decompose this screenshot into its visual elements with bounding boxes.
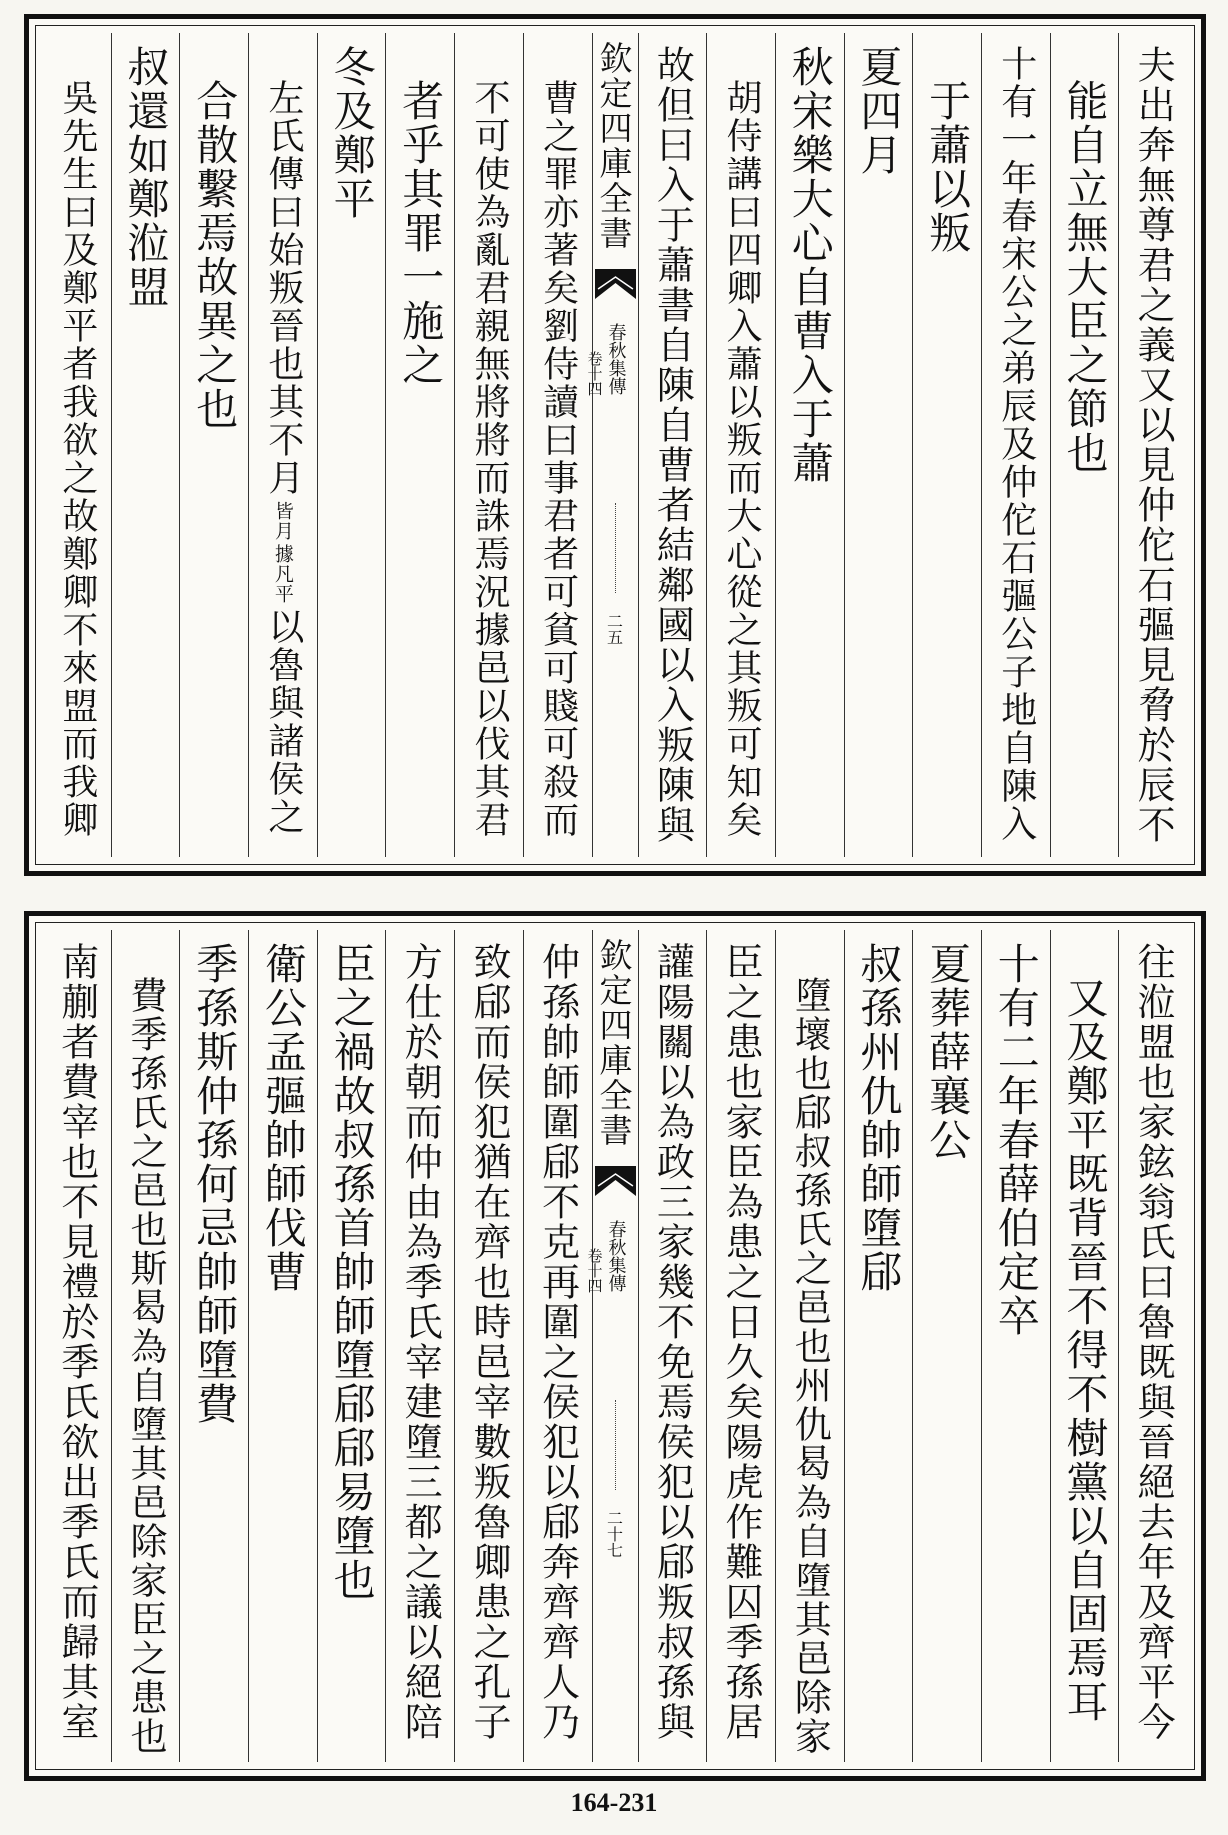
column-text [854, 942, 904, 1294]
text-column [844, 33, 913, 857]
column-text [1060, 79, 1110, 475]
dotted-rule [615, 503, 616, 593]
text-column [844, 930, 913, 1762]
text-column [454, 33, 523, 857]
column-main-text: 仲孫帥師圍郈不克再圍之侯犯以郈奔齊齊人乃 [535, 942, 580, 1742]
text-column [317, 930, 386, 1762]
column-main-text: 費季孫氏之邑也斯曷為自墮其邑除家臣之患也 [124, 976, 168, 1756]
annotation-left: 皆月 [271, 501, 294, 541]
column-text [396, 79, 446, 387]
book-title: 春秋集傳 [605, 323, 627, 395]
text-column [454, 930, 523, 1762]
volume-number: 卷十四 [585, 351, 604, 396]
folio-number: 164-231 [570, 1788, 658, 1817]
column-main-text: 讙陽關以為政三家幾不免焉侯犯以郈叛叔孫與 [650, 942, 695, 1742]
text-column [43, 930, 111, 1762]
column-main-text: 方仕於朝而仲由為季氏宰建墮三都之議以絕陪 [398, 942, 443, 1742]
column-main-text: 墮壞也郈叔孫氏之邑也州仇曷為自墮其邑除家 [788, 976, 832, 1756]
column-main-text: 夏葬薛襄公 [923, 942, 973, 1162]
column-text [650, 942, 695, 1742]
upper-page-frame [24, 14, 1206, 876]
column-main-text: 又及鄭平既背晉不得不樹黨以自固焉耳 [1060, 976, 1110, 1724]
column-text [854, 45, 904, 177]
column-text [190, 942, 240, 1426]
column-text [923, 942, 973, 1162]
column-text [788, 976, 832, 1756]
column-main-text: 叔還如鄭涖盟 [121, 45, 171, 309]
column-main-text: 致郈而侯犯猶在齊也時邑宰數叛魯卿患之孔子 [466, 942, 511, 1742]
fishtail-mark-icon [595, 1166, 636, 1196]
text-column [1118, 930, 1187, 1762]
text-column [706, 33, 775, 857]
text-column [1050, 930, 1119, 1762]
column-main-text: 胡侍講曰四卿入蕭以叛而大心從之其叛可知矣 [721, 79, 763, 839]
fishtail-mark-icon [595, 269, 636, 299]
column-text [1131, 942, 1176, 1742]
text-column [317, 33, 386, 857]
column-text [468, 79, 510, 839]
lower-page-columns [43, 930, 1187, 1762]
column-main-text: 十有一年春宋公之弟辰及仲佗石彄公子地自陳入 [995, 45, 1037, 843]
text-column [1118, 33, 1187, 857]
column-main-text: 南蒯者費宰也不見禮於季氏欲出季氏而歸其室 [54, 942, 99, 1742]
text-column [248, 33, 317, 857]
column-main-text: 季孫斯仲孫何忌帥師墮費 [190, 942, 240, 1426]
text-column [111, 930, 180, 1762]
column-main-text: 吳先生曰及鄭平者我欲之故鄭卿不來盟而我卿 [56, 79, 98, 839]
column-text [56, 79, 98, 839]
column-text [262, 79, 304, 836]
column-text [995, 45, 1037, 843]
text-column [179, 33, 248, 857]
column-main-text: 臣之患也家臣為患之日久矣陽虎作難囚季孫居 [719, 942, 764, 1742]
column-main-text: 能自立無大臣之節也 [1060, 79, 1110, 475]
column-main-text: 十有二年春薛伯定卒 [991, 942, 1041, 1338]
column-text [535, 942, 580, 1742]
column-text [719, 942, 764, 1742]
column-text [258, 942, 308, 1294]
text-column [981, 33, 1050, 857]
text-column [523, 930, 592, 1762]
column-main-text: 叔孫州仇帥師墮郈 [854, 942, 904, 1294]
text-column [706, 930, 775, 1762]
column-text [991, 942, 1041, 1338]
upper-page-columns [43, 33, 1187, 857]
volume-number: 卷十四 [585, 1248, 604, 1293]
column-main-text: 往涖盟也家鉉翁氏曰魯既與晉絕去年及齊平今 [1131, 942, 1176, 1742]
book-title: 春秋集傳 [605, 1220, 627, 1292]
column-main-text: 夫出奔無尊君之義又以見仲佗石彄見脅於辰不 [1131, 45, 1176, 845]
column-text [537, 79, 579, 839]
text-column [981, 930, 1050, 1762]
column-text [721, 79, 763, 839]
column-main-text: 合散繫焉故異之也 [190, 79, 240, 431]
column-text [923, 79, 973, 255]
column-main-text: 曹之罪亦著矣劉侍讀曰事君者可貧可賤可殺而 [537, 79, 579, 839]
text-column [638, 930, 707, 1762]
column-text [327, 942, 377, 1602]
text-column [248, 930, 317, 1762]
edition-title: 欽定四庫全書 [594, 938, 634, 1148]
column-text [785, 45, 835, 485]
column-text [1131, 45, 1176, 845]
text-column [1050, 33, 1119, 857]
column-main-text: 不可使為亂君親無將將而誅焉況據邑以伐其君 [468, 79, 510, 839]
column-main-text: 左氏傳曰始叛晉也其不月 [262, 79, 304, 497]
column-main-text: 于蕭以叛 [923, 79, 973, 255]
column-main-text: 秋宋樂大心自曹入于蕭 [785, 45, 835, 485]
text-column [523, 33, 592, 857]
text-column [912, 33, 981, 857]
column-main-text: 冬及鄭平 [327, 45, 377, 221]
text-column [179, 930, 248, 1762]
dotted-rule [615, 1400, 616, 1490]
column-continuation-text: 以魯與諸侯之 [262, 608, 304, 836]
column-main-text: 臣之禍故叔孫首帥師墮郈郈易墮也 [327, 942, 377, 1602]
column-text [327, 45, 377, 221]
leaf-page-number: 二五 [604, 613, 624, 645]
edition-title: 欽定四庫全書 [594, 41, 634, 251]
column-main-text: 夏四月 [854, 45, 904, 177]
column-main-text: 者乎其罪一施之 [396, 79, 446, 387]
text-column [912, 930, 981, 1762]
leaf-page-number: 二十七 [604, 1510, 624, 1558]
column-text [1060, 976, 1110, 1724]
column-text [398, 942, 443, 1742]
lower-page-frame [24, 911, 1206, 1781]
column-main-text: 衛公孟彄帥師伐曹 [258, 942, 308, 1294]
text-column [385, 33, 454, 857]
fold-center-column [585, 930, 638, 1762]
column-text [650, 45, 695, 845]
column-text [190, 79, 240, 431]
text-column [385, 930, 454, 1762]
fold-center-column [585, 33, 638, 857]
column-text [124, 976, 168, 1756]
annotation-right: 據凡平 [271, 544, 294, 604]
column-text [54, 942, 99, 1742]
column-main-text: 故但曰入于蕭書自陳自曹者結鄰國以入叛陳與 [650, 45, 695, 845]
text-column [638, 33, 707, 857]
text-column [775, 930, 844, 1762]
column-text [466, 942, 511, 1742]
text-column [775, 33, 844, 857]
text-column [43, 33, 111, 857]
column-text [121, 45, 171, 309]
text-column [111, 33, 180, 857]
